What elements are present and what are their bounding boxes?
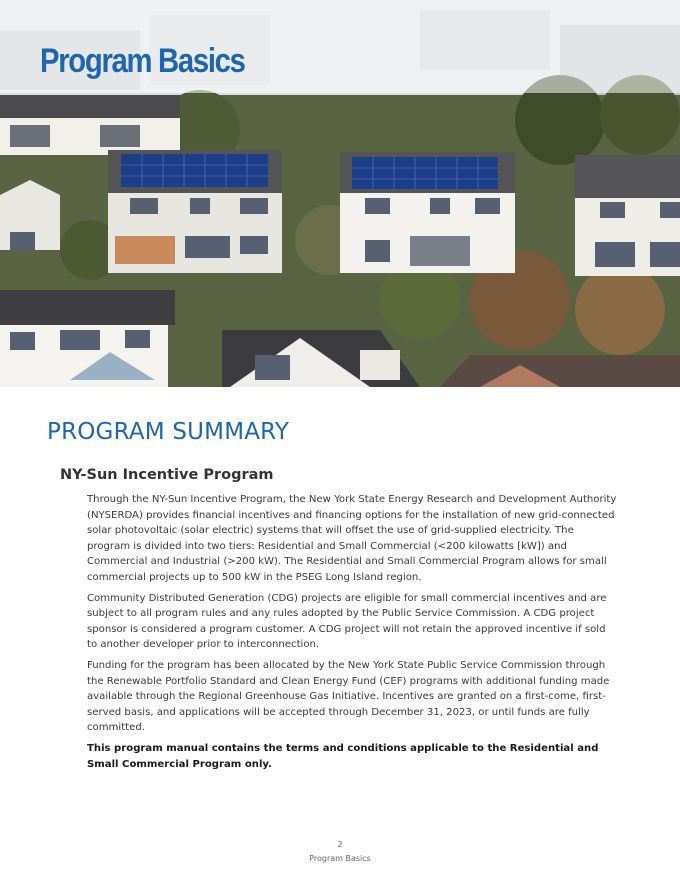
page-title: Program Basics [40,42,245,80]
body-text [87,492,617,777]
section-heading: PROGRAM SUMMARY [47,419,290,445]
paragraph: Funding for the program has been allocated by the New York State Public Service Commission through the Renewable Portfolio Standard and Clean Energy Fund (CEF) programs with additional funding made available through the Regional Greenhouse Gas Initiative. Incentives are granted on a first-come, first-served basis, and applications will be accepted through December 31, 2023, or until funds are fully committed. [87,659,610,734]
page-number: 2 [337,840,343,849]
paragraph: Community Distributed Generation (CDG) projects are eligible for small commercial incentives and are subject to all program rules and any rules adopted by the Public Service Commission. A CDG project sponsor is considered a program customer. A CDG project will not retain the approved incentive if sold to another developer prior to interconnection. [87,592,607,651]
manual-note: This program manual contains the terms and conditions applicable to the Residential and Small Commercial Program only. [87,742,599,770]
hero-photo [0,0,680,387]
page-footer [0,838,680,866]
footer-label: Program Basics [309,854,371,863]
sub-heading: NY-Sun Incentive Program [60,467,274,483]
paragraph: Through the NY-Sun Incentive Program, the New York State Energy Research and Development Authority (NYSERDA) provides financial incentives and financing options for the installation of new grid-connected solar photovoltaic (solar electric) systems that will offset the use of grid-supplied electricity. The program is divided into two tiers: Residential and Small Commercial (<200 kilowatts [kW]) and Commercial and Industrial (>200 kW). The Residential and Small Commercial Program allows for small commercial projects up to 500 kW in the PSEG Long Island region. [87,494,617,583]
